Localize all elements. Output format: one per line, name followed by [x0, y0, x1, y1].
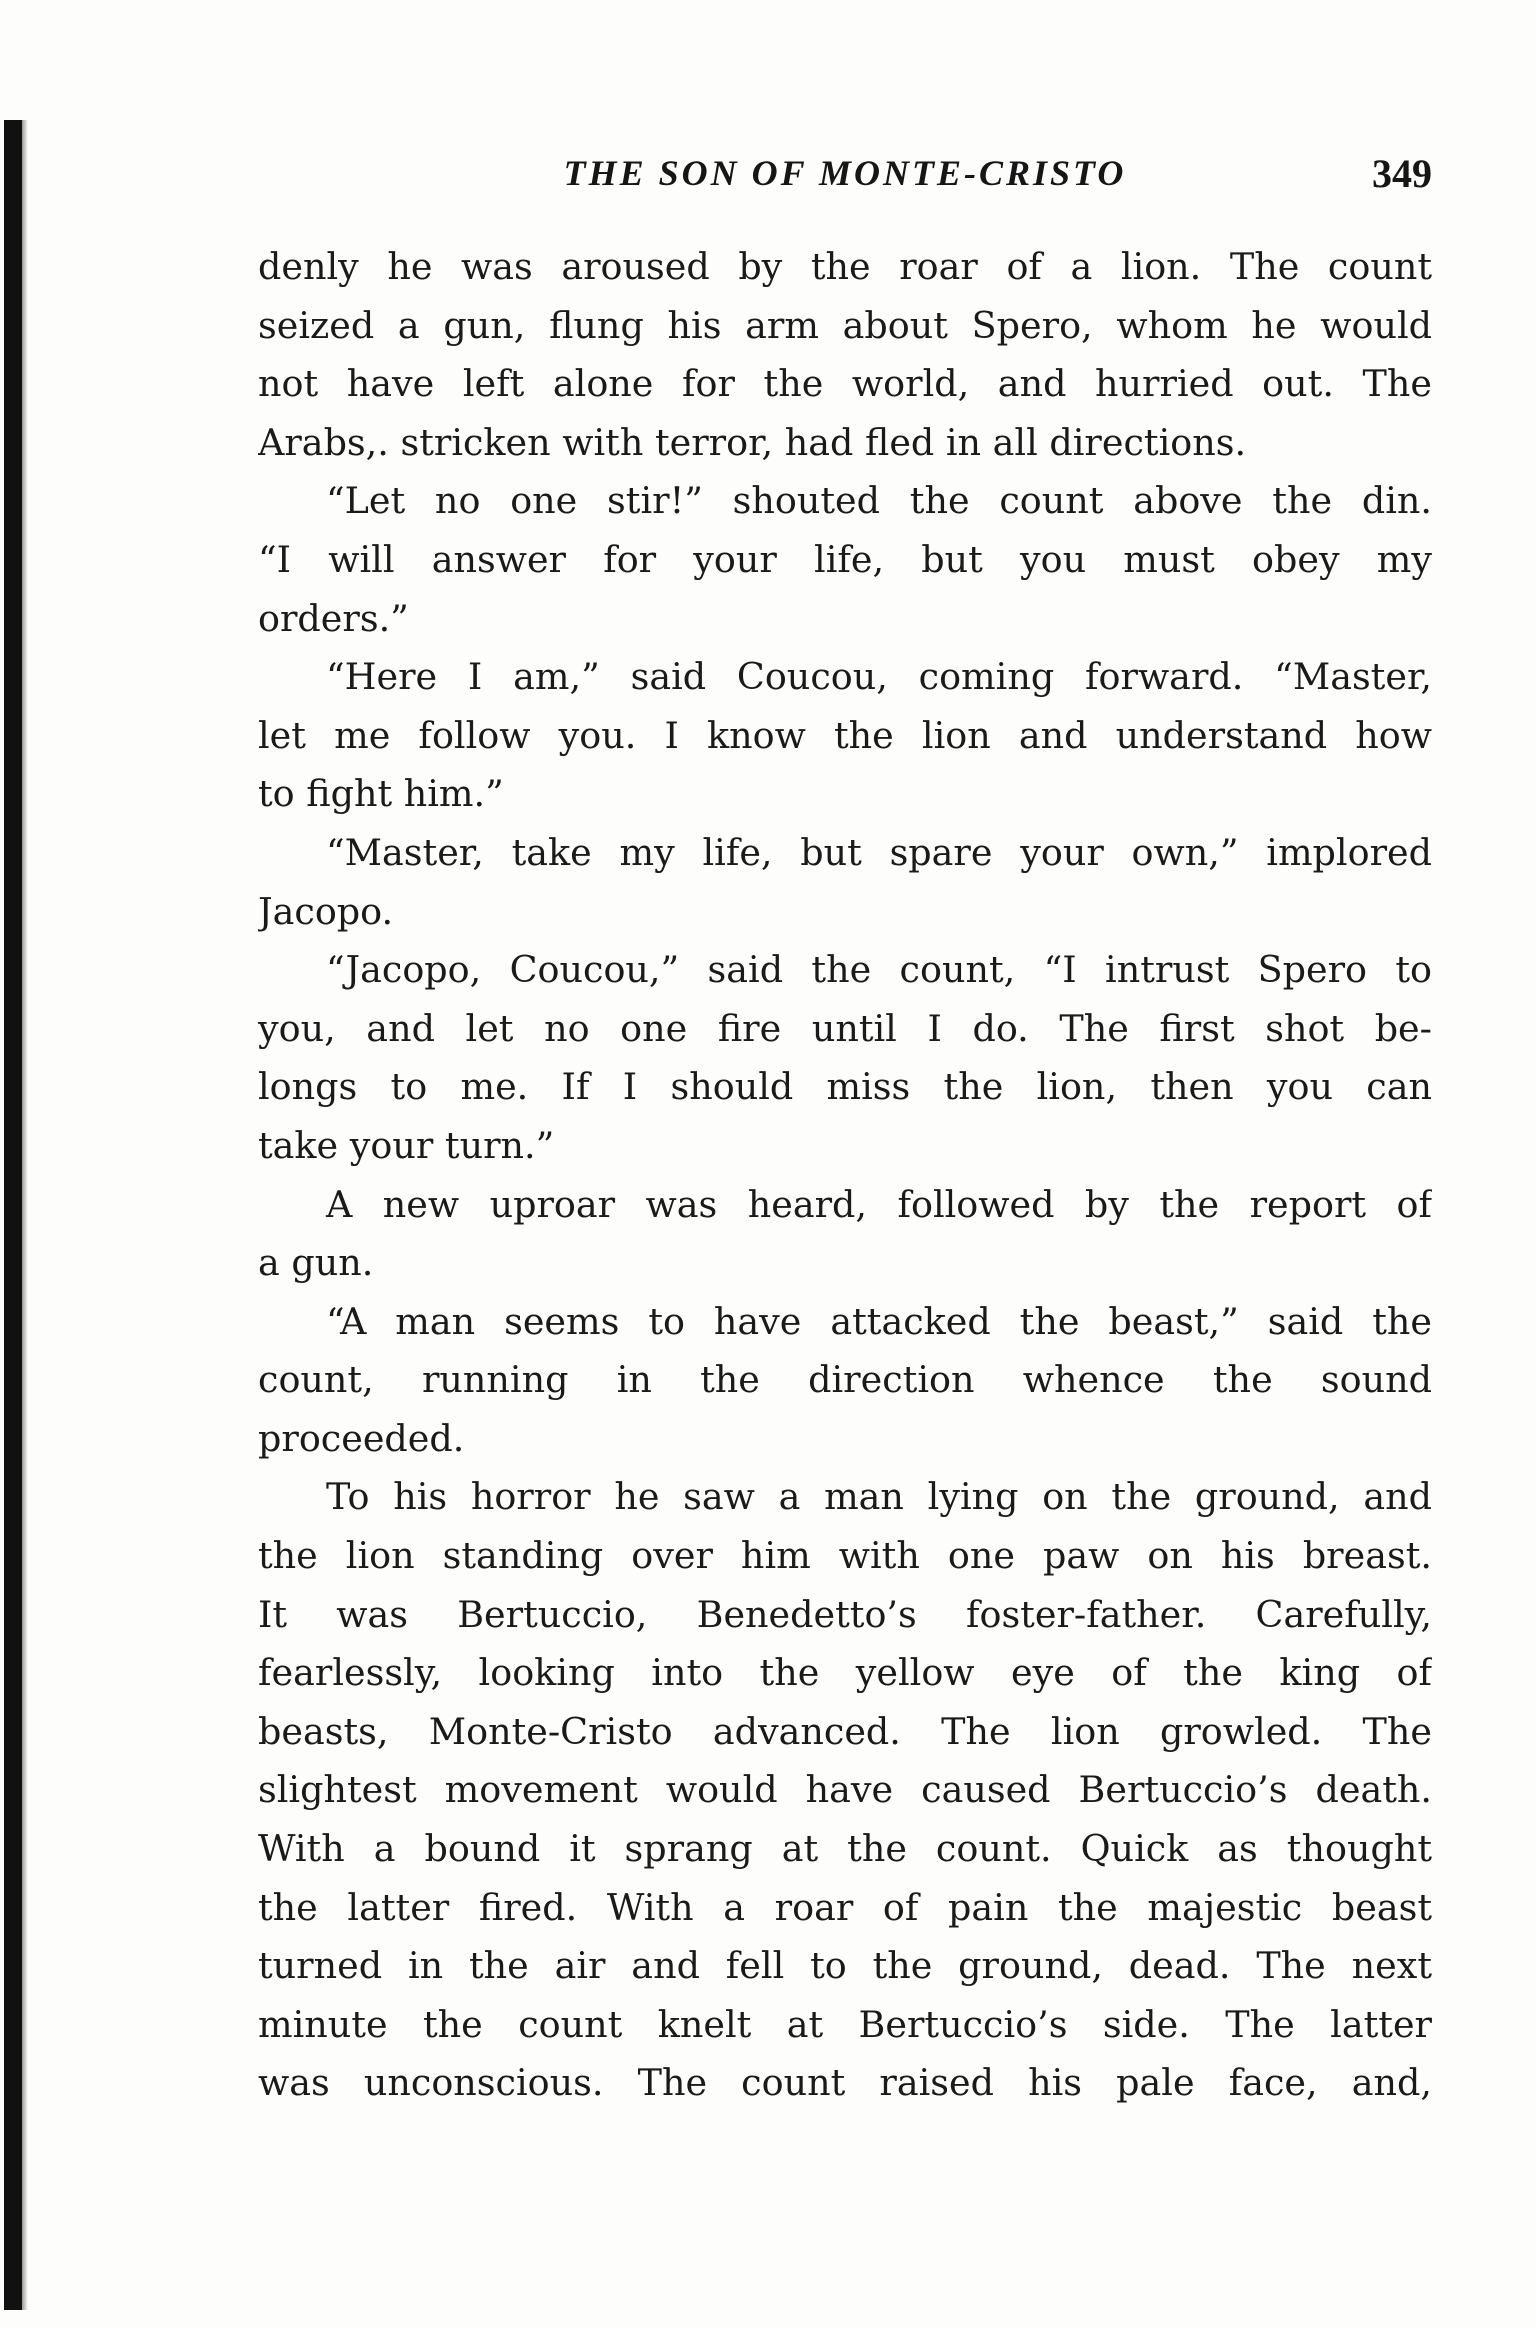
text-line: count, running in the direction whence the sound	[258, 1358, 1432, 1402]
text-line: With a bound it sprang at the count. Quick as thought	[258, 1827, 1432, 1871]
text-line: To his horror he saw a man lying on the ground, and	[326, 1475, 1432, 1519]
text-line: beasts, Monte-Cristo advanced. The lion growled. The	[258, 1709, 1432, 1753]
text-line: was unconscious. The count raised his pale face, and,	[258, 2061, 1432, 2105]
body-text	[258, 238, 1432, 2113]
text-line: not have left alone for the world, and hurried out. The	[258, 362, 1432, 406]
page-number: 349	[1372, 151, 1432, 196]
running-title: THE SON OF MONTE-CRISTO	[563, 153, 1127, 193]
text-line: longs to me. If I should miss the lion, then you can	[258, 1065, 1432, 1109]
text-line: “Jacopo, Coucou,” said the count, “I intrust Spero to	[326, 948, 1432, 992]
text-line: minute the count knelt at Bertuccio’s side. The latter	[258, 2002, 1432, 2046]
text-line: to fight him.”	[258, 772, 504, 816]
text-line: seized a gun, flung his arm about Spero, whom he would	[258, 303, 1432, 347]
text-line: proceeded.	[258, 1416, 465, 1460]
page-header	[258, 150, 1432, 200]
text-line: turned in the air and fell to the ground, dead. The next	[258, 1944, 1432, 1988]
text-line: let me follow you. I know the lion and understand how	[258, 713, 1432, 757]
text-line: “A man seems to have attacked the beast,” said the	[326, 1299, 1432, 1343]
text-line: the latter fired. With a roar of pain the majestic beast	[258, 1885, 1432, 1929]
text-line: orders.”	[258, 596, 409, 640]
text-line: take your turn.”	[258, 1123, 555, 1167]
text-line: the lion standing over him with one paw on his breast.	[258, 1534, 1432, 1578]
text-line: denly he was aroused by the roar of a lion. The count	[258, 245, 1432, 288]
text-line: “Let no one stir!” shouted the count above the din.	[326, 479, 1432, 523]
text-line: slightest movement would have caused Bertuccio’s death.	[258, 1768, 1432, 1812]
text-line: A new uproar was heard, followed by the report of	[326, 1182, 1432, 1226]
binding-edge	[4, 120, 22, 2310]
text-line: “Master, take my life, but spare your own,” implored	[326, 830, 1432, 874]
text-line: “I will answer for your life, but you must obey my	[258, 537, 1432, 581]
text-line: fearlessly, looking into the yellow eye of the king of	[258, 1651, 1432, 1695]
text-line: a gun.	[258, 1241, 374, 1285]
binding-shadow	[22, 120, 28, 2310]
text-line: It was Bertuccio, Benedetto’s foster-father. Carefully,	[258, 1592, 1432, 1636]
text-line: Arabs,. stricken with terror, had fled in all directions.	[258, 420, 1247, 464]
text-line: Jacopo.	[258, 889, 394, 933]
text-line: “Here I am,” said Coucou, coming forward. “Master,	[326, 655, 1432, 699]
text-line: you, and let no one fire until I do. The first shot be-	[258, 1006, 1432, 1050]
